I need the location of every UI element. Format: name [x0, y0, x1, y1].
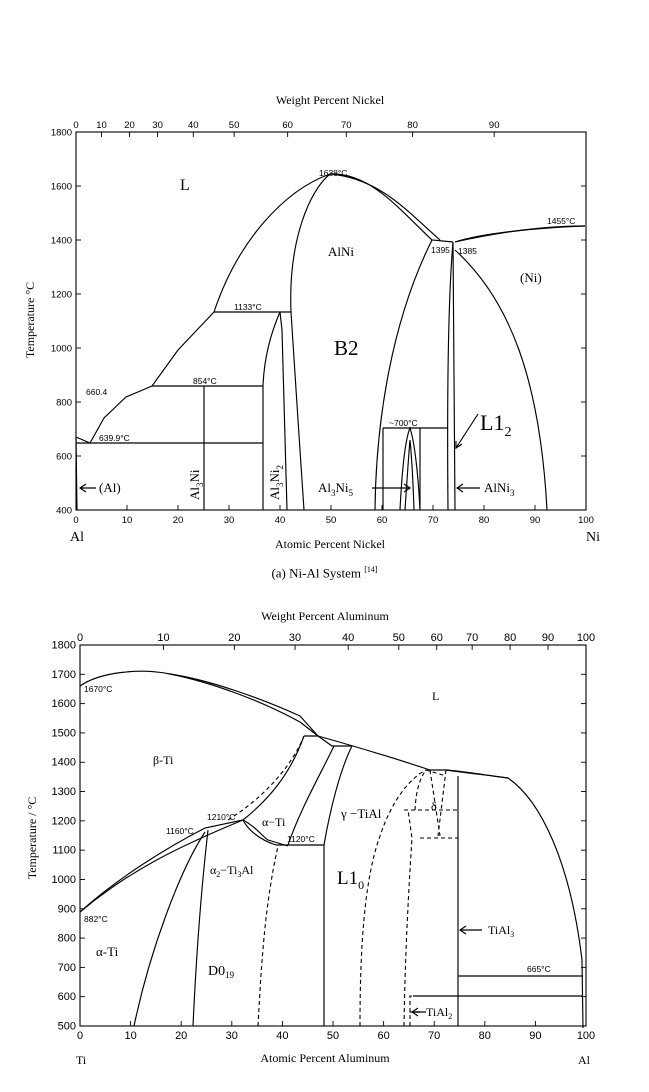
boundary-line	[170, 674, 318, 736]
label-1385: 1385	[458, 246, 477, 256]
boundary-dashed	[404, 810, 412, 1026]
top-tick-label: 10	[157, 632, 170, 644]
ti-al-y-axis-title: Temperature / °C	[25, 796, 39, 880]
ni-al-labels	[86, 168, 575, 500]
x-tick-label: 30	[223, 515, 235, 526]
y-tick-label: 1200	[51, 815, 76, 828]
x-tick-label: 100	[578, 515, 594, 526]
x-tick-label: 40	[276, 1030, 289, 1042]
y-tick-label: 1200	[50, 289, 72, 301]
ti-al-phase-diagram	[0, 590, 649, 1092]
boundary-line	[193, 830, 208, 1026]
top-tick-label: 30	[152, 120, 163, 131]
label-delta: δ	[431, 799, 437, 813]
boundary-line	[446, 770, 583, 1028]
x-tick-label: 90	[529, 1030, 542, 1042]
x-tick-label: 80	[478, 515, 490, 526]
y-tick-label: 800	[56, 397, 72, 409]
y-tick-label: 800	[57, 932, 76, 945]
x-tick-label: 100	[576, 1030, 596, 1042]
label-1670: 1670°C	[84, 684, 113, 694]
label-Al-phase: (Al)	[99, 480, 121, 495]
ti-al-left-element: Ti	[76, 1053, 87, 1067]
ni-al-top-axis-title: Weight Percent Nickel	[275, 93, 385, 107]
top-tick-label: 20	[228, 632, 241, 644]
boundary-line	[446, 770, 508, 778]
x-tick-label: 20	[172, 515, 184, 526]
ti-al-bottom-axis-title: Atomic Percent Aluminum	[260, 1051, 390, 1065]
boundary-line	[263, 312, 280, 386]
x-tick-label: 10	[124, 1030, 137, 1042]
ni-al-caption	[0, 565, 649, 581]
top-tick-label: 80	[407, 120, 418, 131]
ni-al-phase-boundaries	[76, 174, 585, 510]
ti-al-top-axis-title: Weight Percent Aluminum	[261, 609, 389, 623]
y-tick-label: 500	[57, 1020, 76, 1033]
y-tick-label: 900	[57, 903, 76, 916]
label-1455: 1455°C	[547, 216, 576, 226]
boundary-line	[80, 671, 318, 736]
boundary-line	[448, 242, 453, 510]
x-tick-label: 80	[478, 1030, 491, 1042]
label-tial2: TiAl$_2$	[426, 1005, 453, 1021]
label-alpha-ti-mid: α−Ti	[262, 815, 286, 829]
arrow-al3ni5	[372, 484, 410, 492]
label-L: L	[180, 177, 190, 194]
arrow-tial3	[460, 926, 482, 934]
top-tick-label: 10	[96, 120, 107, 131]
label-665: 665°C	[527, 964, 551, 974]
label-700: ~700°C	[389, 418, 418, 428]
label-Al3Ni5: $Al_3Ni_5$	[318, 480, 353, 498]
y-tick-label: 400	[56, 505, 72, 517]
arrow-l12	[456, 414, 478, 448]
boundary-line	[318, 736, 446, 770]
boundary-line	[291, 174, 330, 312]
top-tick-label: 80	[503, 632, 517, 644]
x-tick-label: 70	[427, 515, 439, 526]
boundary-line	[80, 820, 243, 912]
boundary-dashed	[258, 846, 278, 1026]
x-tick-label: 0	[73, 515, 79, 526]
boundary-line	[405, 440, 414, 510]
y-tick-label: 1500	[51, 727, 76, 740]
top-tick-label: 50	[228, 120, 240, 131]
label-660: 660.4	[86, 387, 108, 397]
label-L12: $L1_2$	[480, 410, 512, 440]
y-tick-label: 1600	[50, 181, 72, 193]
x-tick-label: 30	[225, 1030, 238, 1042]
top-tick-label: 30	[288, 632, 302, 644]
y-tick-label: 1800	[50, 127, 72, 139]
y-tick-label: 1300	[51, 786, 76, 799]
top-tick-label: 60	[430, 632, 443, 644]
label-alpha2: $\alpha_2-Ti_3Al$	[210, 863, 254, 879]
boundary-line	[324, 746, 352, 845]
top-tick-label: 70	[466, 632, 479, 644]
label-tial3: TiAl$_3$	[488, 923, 515, 939]
top-tick-label: 90	[541, 632, 555, 644]
boundary-line	[330, 174, 440, 240]
ni-al-y-axis-title: Temperature °C	[23, 281, 37, 359]
y-tick-label: 1400	[51, 756, 76, 769]
x-tick-label: 20	[175, 1030, 188, 1042]
boundary-line	[291, 312, 304, 510]
boundary-dashed	[228, 736, 304, 820]
arrow-alni3	[457, 484, 480, 492]
top-tick-label: 0	[73, 120, 79, 131]
label-1120: 1120°C	[287, 834, 315, 844]
x-tick-label: 60	[376, 515, 388, 526]
label-gamma-tial: γ −TiAl	[341, 806, 382, 821]
y-tick-label: 600	[57, 991, 76, 1004]
caption-ref: [14]	[364, 565, 378, 574]
y-tick-label: 1700	[51, 668, 76, 681]
label-882: 882°C	[84, 914, 108, 924]
top-tick-label: 70	[341, 120, 352, 131]
ni-al-bottom-axis-title: Atomic Percent Nickel	[275, 537, 385, 551]
arrow-al	[80, 484, 96, 492]
top-tick-label: 40	[342, 632, 355, 644]
label-1638: 1638°C	[319, 168, 348, 178]
plot-frame	[76, 132, 586, 510]
label-D019: $D0_{19}$	[208, 964, 235, 980]
label-B2: B2	[334, 336, 359, 360]
y-tick-label: 1400	[50, 235, 72, 247]
x-tick-label: 10	[121, 515, 133, 526]
label-1210: 1210°C	[207, 812, 236, 822]
label-1395: 1395	[431, 245, 450, 255]
y-tick-label: 1600	[51, 698, 76, 711]
x-tick-label: 70	[428, 1030, 441, 1042]
top-tick-label: 0	[76, 632, 84, 644]
x-tick-label: 90	[529, 515, 541, 526]
boundary-line	[152, 312, 214, 386]
y-tick-label: 700	[57, 961, 76, 974]
top-tick-label: 40	[188, 120, 199, 131]
top-tick-label: 90	[488, 120, 500, 131]
label-639: 639.9°C	[99, 433, 130, 443]
top-tick-label: 100	[576, 632, 596, 644]
label-AlNi: AlNi	[328, 244, 354, 259]
label-Al3Ni: $Al_3Ni$	[187, 469, 205, 500]
boundary-line	[455, 226, 585, 242]
boundary-line	[455, 226, 585, 242]
ti-al-phase-boundaries	[80, 671, 583, 1028]
y-tick-label: 1000	[50, 343, 72, 355]
boundary-line	[304, 736, 352, 746]
plot-frame	[80, 645, 586, 1026]
label-L10: $L1_0$	[337, 868, 365, 892]
top-tick-label: 60	[282, 120, 293, 131]
arrow-tial2	[412, 1008, 426, 1016]
ti-al-right-element: Al	[578, 1053, 590, 1067]
x-tick-label: 60	[377, 1030, 390, 1042]
boundary-line	[455, 250, 547, 510]
label-beta-ti: β-Ti	[153, 753, 174, 767]
label-alpha-ti-low: α-Ti	[96, 944, 119, 959]
x-tick-label: 50	[326, 1030, 340, 1042]
ni-al-left-element: Al	[70, 530, 84, 545]
x-tick-label: 0	[76, 1030, 84, 1042]
top-tick-label: 20	[124, 120, 135, 131]
label-Ni-phase: (Ni)	[520, 270, 542, 285]
top-tick-label: 50	[392, 632, 405, 644]
label-1160: 1160°C	[166, 826, 194, 836]
ti-al-arrows	[412, 926, 482, 1016]
y-tick-label: 600	[56, 451, 72, 463]
y-tick-label: 1800	[51, 639, 76, 652]
label-L: L	[432, 689, 440, 703]
label-AlNi3: AlNi$_3$	[484, 480, 515, 498]
x-tick-label: 50	[325, 515, 337, 526]
label-Al3Ni2: $Al_3Ni_2$	[267, 465, 285, 500]
ti-al-axes	[52, 632, 596, 1042]
boundary-line	[214, 174, 453, 312]
label-854: 854°C	[193, 376, 217, 386]
y-tick-label: 1000	[51, 873, 76, 886]
boundary-line	[453, 242, 455, 510]
caption-text: (a) Ni-Al System	[271, 565, 361, 581]
y-tick-label: 1100	[52, 844, 76, 857]
ni-al-right-element: Ni	[586, 530, 600, 545]
x-tick-label: 40	[274, 515, 286, 526]
label-1133: 1133°C	[234, 302, 262, 312]
